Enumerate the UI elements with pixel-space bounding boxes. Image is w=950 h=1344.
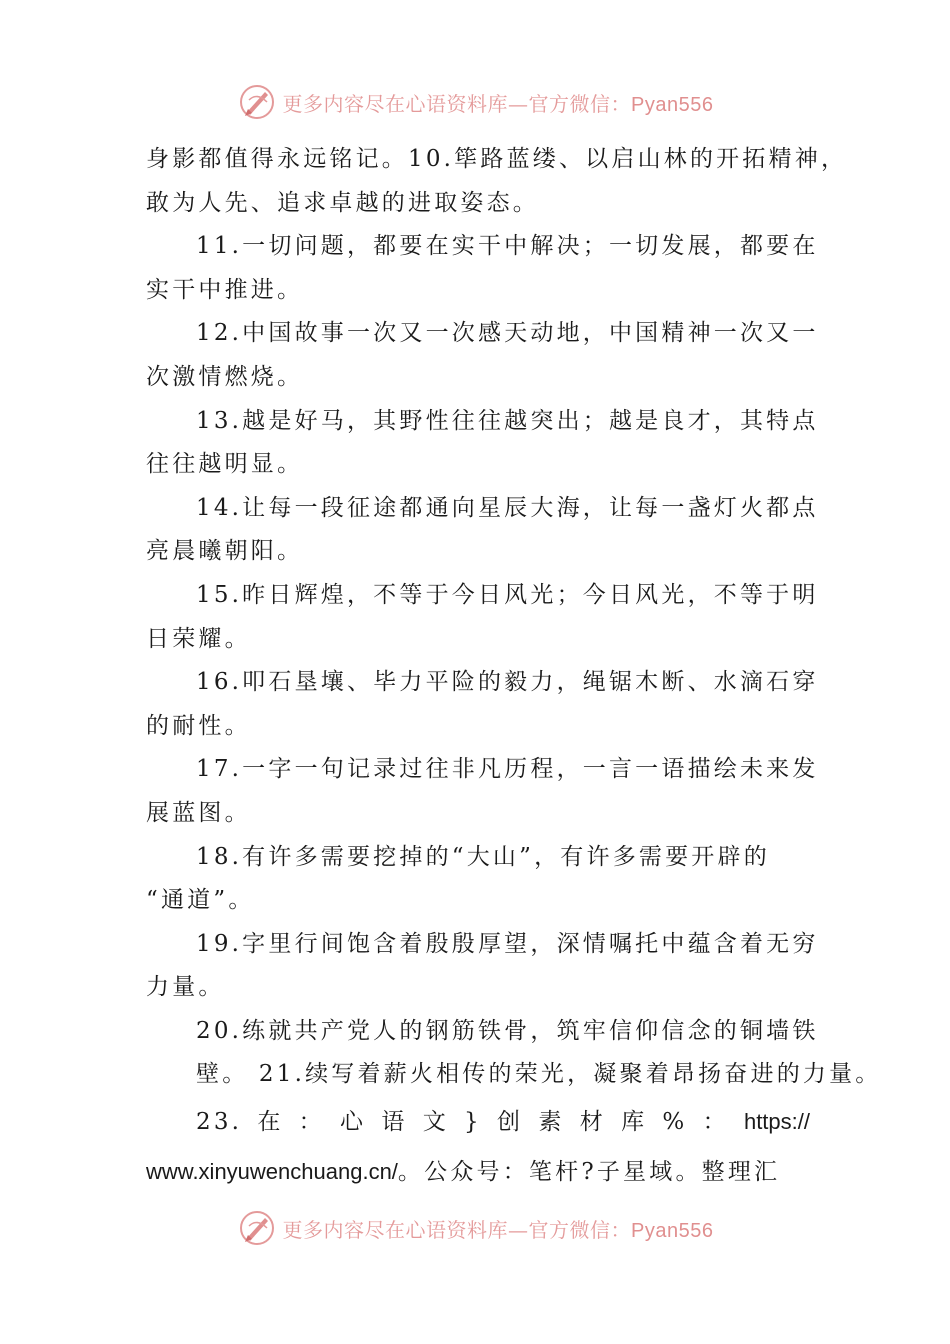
spread-token: 材 — [579, 1109, 606, 1136]
pen-logo-icon — [237, 1208, 277, 1248]
spread-token: 语 — [381, 1109, 408, 1136]
text-line: 14.让每一段征途都通向星辰大海，让每一盏灯火都点 — [196, 494, 819, 521]
text-line: 展蓝图。 — [146, 799, 251, 826]
spread-line — [146, 1097, 810, 1147]
text-line: 力量。 — [146, 974, 225, 1001]
text-line: 16.叩石垦壤、毕力平险的毅力，绳锯木断、水滴石穿 — [196, 669, 819, 696]
text-line: 20.练就共产党人的钢筋铁骨，筑牢信仰信念的铜墙铁 — [196, 1017, 819, 1044]
spread-token: 创 — [497, 1109, 524, 1136]
text-line: 的耐性。 — [146, 712, 251, 739]
text-line: 亮晨曦朝阳。 — [146, 538, 304, 565]
website-url: www.xinyuwenchuang.cn/ — [146, 1159, 398, 1185]
text-line: 11.一切问题，都要在实干中解决；一切发展，都要在 — [196, 233, 819, 260]
text-line: 13.越是好马，其野性往往越突出；越是良才，其特点 — [196, 407, 819, 434]
spread-token: ： — [298, 1109, 325, 1136]
text-line: 实干中推进。 — [146, 276, 304, 303]
text-line-rest: 。公众号：笔杆?子星域。整理汇 — [397, 1159, 781, 1186]
spread-token: 文 — [422, 1109, 449, 1136]
text-line: 敢为人先、追求卓越的进取姿态。 — [146, 189, 539, 216]
text-line: 15.昨日辉煌，不等于今日风光；今日风光，不等于明 — [196, 581, 819, 608]
spread-token: 心 — [340, 1109, 367, 1136]
header-watermark — [0, 80, 950, 124]
spread-token: 在 — [257, 1109, 284, 1136]
footer-text: 更多内容尽在心语资料库—官方微信： — [282, 1217, 632, 1242]
text-line: 17.一字一句记录过往非凡历程，一言一语描绘未来发 — [196, 756, 819, 783]
text-line-url — [146, 1147, 810, 1197]
text-line: 往往越明显。 — [146, 451, 304, 478]
spread-token: 素 — [538, 1109, 565, 1136]
text-line: 12.中国故事一次又一次感天动地，中国精神一次又一 — [196, 320, 819, 347]
spread-token: % — [662, 1109, 688, 1136]
text-line: 19.字里行间饱含着殷殷厚望，深情嘱托中蕴含着无穷 — [196, 930, 819, 957]
footer-wechat: Pyan556 — [631, 1219, 714, 1242]
text-line: 日荣耀。 — [146, 625, 251, 652]
footer-watermark — [0, 1206, 950, 1250]
header-wechat: Pyan556 — [631, 93, 714, 116]
document-body — [146, 138, 882, 1197]
pen-logo-icon — [237, 82, 277, 122]
text-line: 次激情燃烧。 — [146, 363, 304, 390]
text-line: 18.有许多需要挖掉的“大山”，有许多需要开辟的 — [196, 843, 770, 870]
text-line: 身影都值得永远铭记。10.筚路蓝缕、以启山林的开拓精神， — [146, 146, 848, 172]
text-line: “通道”。 — [146, 887, 255, 914]
spread-token: 库 — [621, 1109, 648, 1136]
text-line: 壁。 21.续写着薪火相传的荣光，凝聚着昂扬奋进的力量。 — [196, 1061, 882, 1088]
header-text: 更多内容尽在心语资料库—官方微信： — [282, 91, 632, 116]
spread-token: ： — [702, 1109, 729, 1136]
spread-token-url: https:// — [743, 1109, 810, 1135]
spread-token: 23. — [196, 1109, 243, 1136]
spread-token: } — [464, 1109, 482, 1136]
